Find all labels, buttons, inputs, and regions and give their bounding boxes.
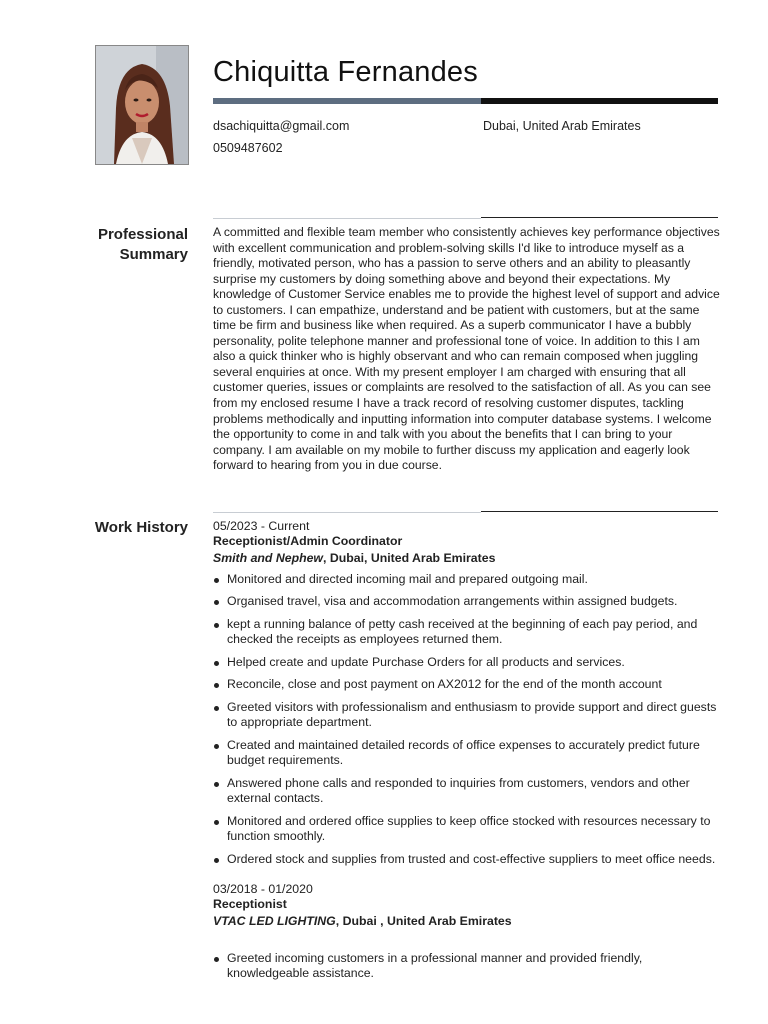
list-item: Organised travel, visa and accommodation arrangements within assigned budgets. <box>213 594 723 610</box>
job-place: , Dubai, United Arab Emirates <box>323 550 496 565</box>
candidate-name: Chiquitta Fernandes <box>213 56 478 88</box>
profile-photo <box>95 45 189 165</box>
list-item: Created and maintained detailed records of office expenses to accurately predict future budget requirements. <box>213 738 723 769</box>
job-company-line <box>213 550 723 566</box>
list-item: kept a running balance of petty cash received at the beginning of each pay period, and checked the receipts as employees returned them. <box>213 617 723 648</box>
job-company: VTAC LED LIGHTING <box>213 913 336 928</box>
location-text: Dubai, United Arab Emirates <box>483 119 641 133</box>
summary-rule <box>213 217 718 219</box>
job-dates: 03/2018 - 01/2020 <box>213 882 313 896</box>
bullet-icon <box>214 661 219 666</box>
bullet-icon <box>214 858 219 863</box>
job-duties-list <box>213 572 723 868</box>
section-label-summary: Professional Summary <box>97 226 188 263</box>
bullet-icon <box>214 706 219 711</box>
bullet-icon <box>214 623 219 628</box>
job-title: Receptionist/Admin Coordinator <box>213 534 403 548</box>
list-item: Monitored and ordered office supplies to keep office stocked with resources necessary to function smoothly. <box>213 814 723 845</box>
list-item: Ordered stock and supplies from trusted and cost-effective suppliers to meet office needs. <box>213 852 723 868</box>
job-place: , Dubai , United Arab Emirates <box>335 913 512 928</box>
work-history-rule <box>213 511 718 513</box>
bullet-icon <box>214 744 219 749</box>
list-item: Greeted incoming customers in a professional manner and provided friendly, knowledgeable assistance. <box>213 951 723 982</box>
bullet-icon <box>214 820 219 825</box>
list-item: Reconcile, close and post payment on AX2012 for the end of the month account <box>213 677 723 693</box>
bullet-icon <box>214 782 219 787</box>
section-label-work-history: Work History <box>94 519 188 536</box>
job-company-line <box>213 913 723 929</box>
bullet-icon <box>214 683 219 688</box>
job-entry <box>213 882 723 982</box>
email-text[interactable]: dsachiquitta@gmail.com <box>213 119 350 133</box>
bullet-icon <box>214 600 219 605</box>
phone-text[interactable]: 0509487602 <box>213 141 283 155</box>
job-title: Receptionist <box>213 897 287 911</box>
job-company: Smith and Nephew <box>213 550 323 565</box>
name-underline <box>213 98 718 104</box>
list-item: Answered phone calls and responded to inquiries from customers, vendors and other external contacts. <box>213 776 723 807</box>
job-entry <box>213 519 723 867</box>
bullet-icon <box>214 957 219 962</box>
job-dates: 05/2023 - Current <box>213 519 310 533</box>
name-underline-dark <box>481 98 718 104</box>
list-item: Monitored and directed incoming mail and prepared outgoing mail. <box>213 572 723 588</box>
bullet-icon <box>214 578 219 583</box>
list-item: Greeted visitors with professionalism and enthusiasm to provide support and direct guests to appropriate department. <box>213 700 723 731</box>
summary-text: A committed and flexible team member who consistently achieves key performance objectives with excellent communication and problem-solving skills I'd like to introduce myself as a friendly, motivated person, who has a passion to serve others and an ability to pleasantly surprise my customers by doing something above and beyond their expectations. My knowledge of Customer Service enables me to provide the highest level of support and advice to customers. I can empathize, understand and be patient with customers, but at the same time be firm and business like when required. As a superb communicator I have a bubbly personality, polite telephone manner and professional tone of voice. In addition to this I am also a quick thinker who is highly observant and who can remain composed when juggling several enquiries at once. With my present employer I am charged with ensuring that all customer queries, issues or complaints are resolved to the satisfaction of all. As you can see from my enclosed resume I have a track record of resolving customer disputes, tackling problems methodically and inputting information into computer database systems. I welcome the opportunity to come in and talk with you about the benefits that I can bring to your company. I am available on my mobile to further discuss my application and eagerly look forward to hearing from you in due course. <box>213 225 720 473</box>
name-underline-accent <box>213 98 481 104</box>
job-duties-list <box>213 951 723 982</box>
list-item: Helped create and update Purchase Orders for all products and services. <box>213 655 723 671</box>
